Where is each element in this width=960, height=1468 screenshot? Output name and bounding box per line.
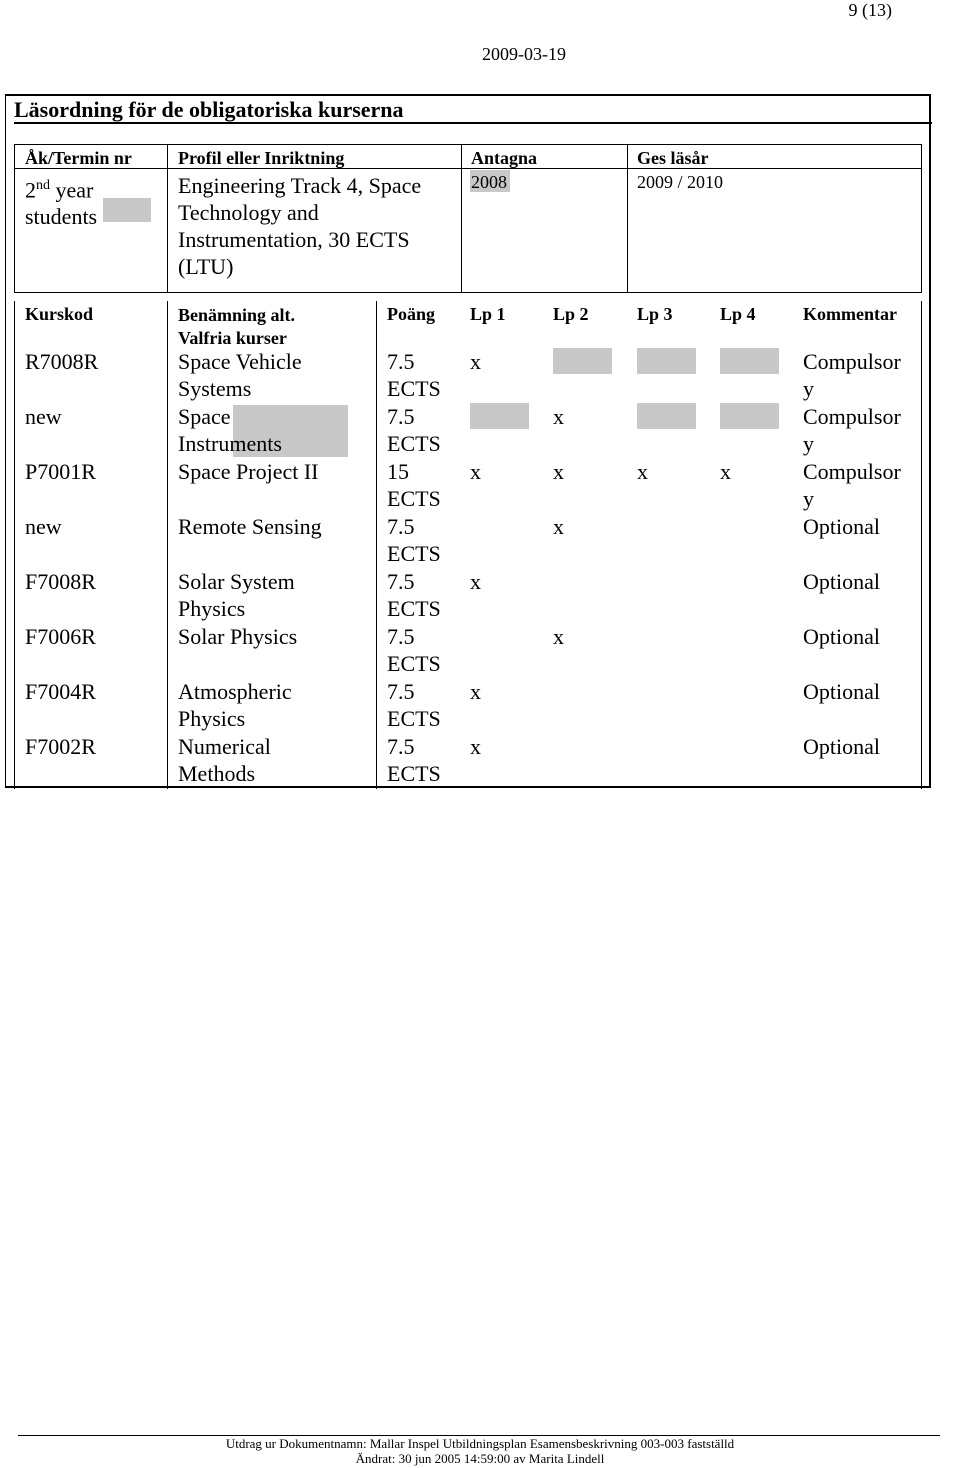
course-points-line: ECTS — [387, 596, 441, 621]
course-code: F7002R — [25, 734, 96, 759]
course-code: F7008R — [25, 569, 96, 594]
divider — [167, 301, 168, 789]
header-profile: Profil eller Inriktning — [178, 148, 345, 168]
year-students: students — [25, 204, 98, 230]
course-points-line: ECTS — [387, 706, 441, 731]
course-name-line: Atmospheric — [178, 679, 292, 704]
header-given-year: Ges läsår — [637, 148, 709, 168]
footer-modified: Ändrat: 30 jun 2005 14:59:00 av Marita Lindell — [355, 1451, 605, 1466]
course-comment — [803, 348, 901, 402]
course-period-2: x — [553, 459, 564, 484]
course-comment — [803, 678, 880, 732]
header-course-code: Kurskod — [25, 304, 94, 324]
course-comment-line: Compulsor — [803, 349, 901, 374]
course-comment — [803, 568, 880, 622]
divider — [921, 144, 922, 293]
course-points-line: 7.5 — [387, 569, 415, 594]
header-lp3: Lp 3 — [637, 304, 673, 324]
divider — [376, 301, 377, 789]
course-name — [178, 348, 302, 402]
course-name-line — [178, 540, 322, 567]
header-lp4: Lp 4 — [720, 304, 756, 324]
course-code: F7004R — [25, 679, 96, 704]
course-comment-line: Optional — [803, 679, 880, 704]
course-period-1: x — [470, 569, 481, 594]
course-points-line: ECTS — [387, 541, 441, 566]
course-points-line: 7.5 — [387, 679, 415, 704]
shaded-cell — [637, 348, 696, 374]
header-points: Poäng — [387, 304, 436, 324]
header-lp2: Lp 2 — [553, 304, 589, 324]
course-points-line: 7.5 — [387, 514, 415, 539]
course-points-line: ECTS — [387, 486, 441, 511]
course-points-line: ECTS — [387, 431, 441, 456]
shaded-cell — [470, 403, 529, 429]
divider — [14, 168, 922, 169]
course-name-line: Physics — [178, 706, 246, 731]
course-name-line: Methods — [178, 761, 255, 786]
given-year-value: 2009 / 2010 — [637, 172, 724, 192]
course-period-1: x — [470, 734, 481, 759]
course-comment-line: y — [803, 376, 814, 401]
course-name-line: Physics — [178, 596, 246, 621]
course-name-line: Instruments — [178, 431, 282, 456]
admitted-value: 2008 — [471, 172, 507, 192]
profile-line: (LTU) — [178, 254, 234, 279]
year-number: 2 — [25, 177, 36, 203]
course-comment-line — [803, 705, 880, 732]
course-period-4: x — [720, 459, 731, 484]
section-title: Läsordning för de obligatoriska kurserna — [14, 97, 404, 122]
course-name-line: Space Project II — [178, 459, 319, 484]
course-comment — [803, 458, 901, 512]
course-points — [387, 678, 441, 732]
page-number: 9 (13) — [848, 0, 892, 20]
course-period-2: x — [553, 624, 564, 649]
document-date: 2009-03-19 — [482, 44, 566, 64]
course-name-line: Space Vehicle — [178, 349, 302, 374]
year-suffix: nd — [36, 178, 50, 193]
divider — [14, 144, 922, 145]
course-points — [387, 513, 441, 567]
course-comment-line: y — [803, 486, 814, 511]
header-name-line: Benämning alt. — [178, 305, 296, 325]
course-period-2: x — [553, 404, 564, 429]
course-comment-line: Optional — [803, 514, 880, 539]
course-points — [387, 568, 441, 622]
divider — [14, 292, 922, 293]
course-points-line: 15 — [387, 459, 409, 484]
course-comment-line: Compulsor — [803, 404, 901, 429]
divider — [14, 122, 932, 124]
divider — [627, 144, 628, 293]
divider — [461, 144, 462, 293]
course-points-line: 7.5 — [387, 404, 415, 429]
profile-line: Engineering Track 4, Space — [178, 173, 422, 198]
course-name — [178, 513, 322, 567]
course-points-line: ECTS — [387, 651, 441, 676]
course-code: R7008R — [25, 349, 99, 374]
year-cell — [25, 172, 97, 230]
course-code: P7001R — [25, 459, 96, 484]
course-comment-line: Optional — [803, 569, 880, 594]
course-name — [178, 403, 282, 457]
course-period-1: x — [470, 459, 481, 484]
course-name — [178, 623, 297, 677]
course-name-line: Numerical — [178, 734, 271, 759]
course-comment-line — [803, 595, 880, 622]
course-code: new — [25, 514, 62, 539]
course-points-line: 7.5 — [387, 624, 415, 649]
course-name — [178, 678, 292, 732]
header-admitted: Antagna — [471, 148, 538, 168]
shaded-cell — [553, 348, 612, 374]
course-code: new — [25, 404, 62, 429]
course-name — [178, 568, 295, 622]
course-comment-line — [803, 650, 880, 677]
course-points — [387, 403, 441, 457]
course-name-line: Solar System — [178, 569, 295, 594]
divider — [921, 301, 922, 789]
header-year-term: Åk/Termin nr — [25, 148, 132, 168]
course-name — [178, 733, 271, 787]
year-word: year — [55, 177, 94, 203]
course-comment-line: y — [803, 431, 814, 456]
course-name — [178, 458, 319, 512]
course-name-line: Remote Sensing — [178, 514, 322, 539]
course-period-2: x — [553, 514, 564, 539]
header-comment: Kommentar — [803, 304, 897, 324]
profile-line: Technology and — [178, 200, 319, 225]
course-name-line — [178, 485, 319, 512]
course-points-line: ECTS — [387, 761, 441, 786]
course-code: F7006R — [25, 624, 96, 649]
course-period-3: x — [637, 459, 648, 484]
course-comment — [803, 623, 880, 677]
course-name-line: Systems — [178, 376, 252, 401]
course-comment — [803, 513, 880, 567]
divider — [167, 144, 168, 293]
profile-line: Instrumentation, 30 ECTS — [178, 227, 410, 252]
divider — [14, 144, 15, 293]
course-points-line: 7.5 — [387, 349, 415, 374]
course-comment-line: Optional — [803, 624, 880, 649]
course-points — [387, 623, 441, 677]
profile-cell — [178, 172, 421, 280]
course-name-line: Solar Physics — [178, 624, 298, 649]
course-points — [387, 733, 441, 787]
shaded-cell — [720, 348, 779, 374]
highlight — [103, 198, 151, 222]
footer-source: Utdrag ur Dokumentnamn: Mallar Inspel Utbildningsplan Esamensbeskrivning 003-003 fastställd — [225, 1436, 735, 1451]
course-comment-line: Compulsor — [803, 459, 901, 484]
divider — [14, 301, 15, 789]
course-period-1: x — [470, 349, 481, 374]
header-lp1: Lp 1 — [470, 304, 506, 324]
course-comment — [803, 733, 880, 787]
course-points-line: 7.5 — [387, 734, 415, 759]
header-name-line: Valfria kurser — [178, 328, 287, 348]
course-comment — [803, 403, 901, 457]
course-comment-line — [803, 540, 880, 567]
course-name-line: Space — [178, 404, 231, 429]
course-points-line: ECTS — [387, 376, 441, 401]
course-name-line — [178, 650, 297, 677]
course-comment-line — [803, 760, 880, 787]
shaded-cell — [637, 403, 696, 429]
shaded-cell — [720, 403, 779, 429]
course-period-1: x — [470, 679, 481, 704]
course-comment-line: Optional — [803, 734, 880, 759]
header-course-name — [178, 304, 295, 350]
course-points — [387, 458, 441, 512]
course-points — [387, 348, 441, 402]
